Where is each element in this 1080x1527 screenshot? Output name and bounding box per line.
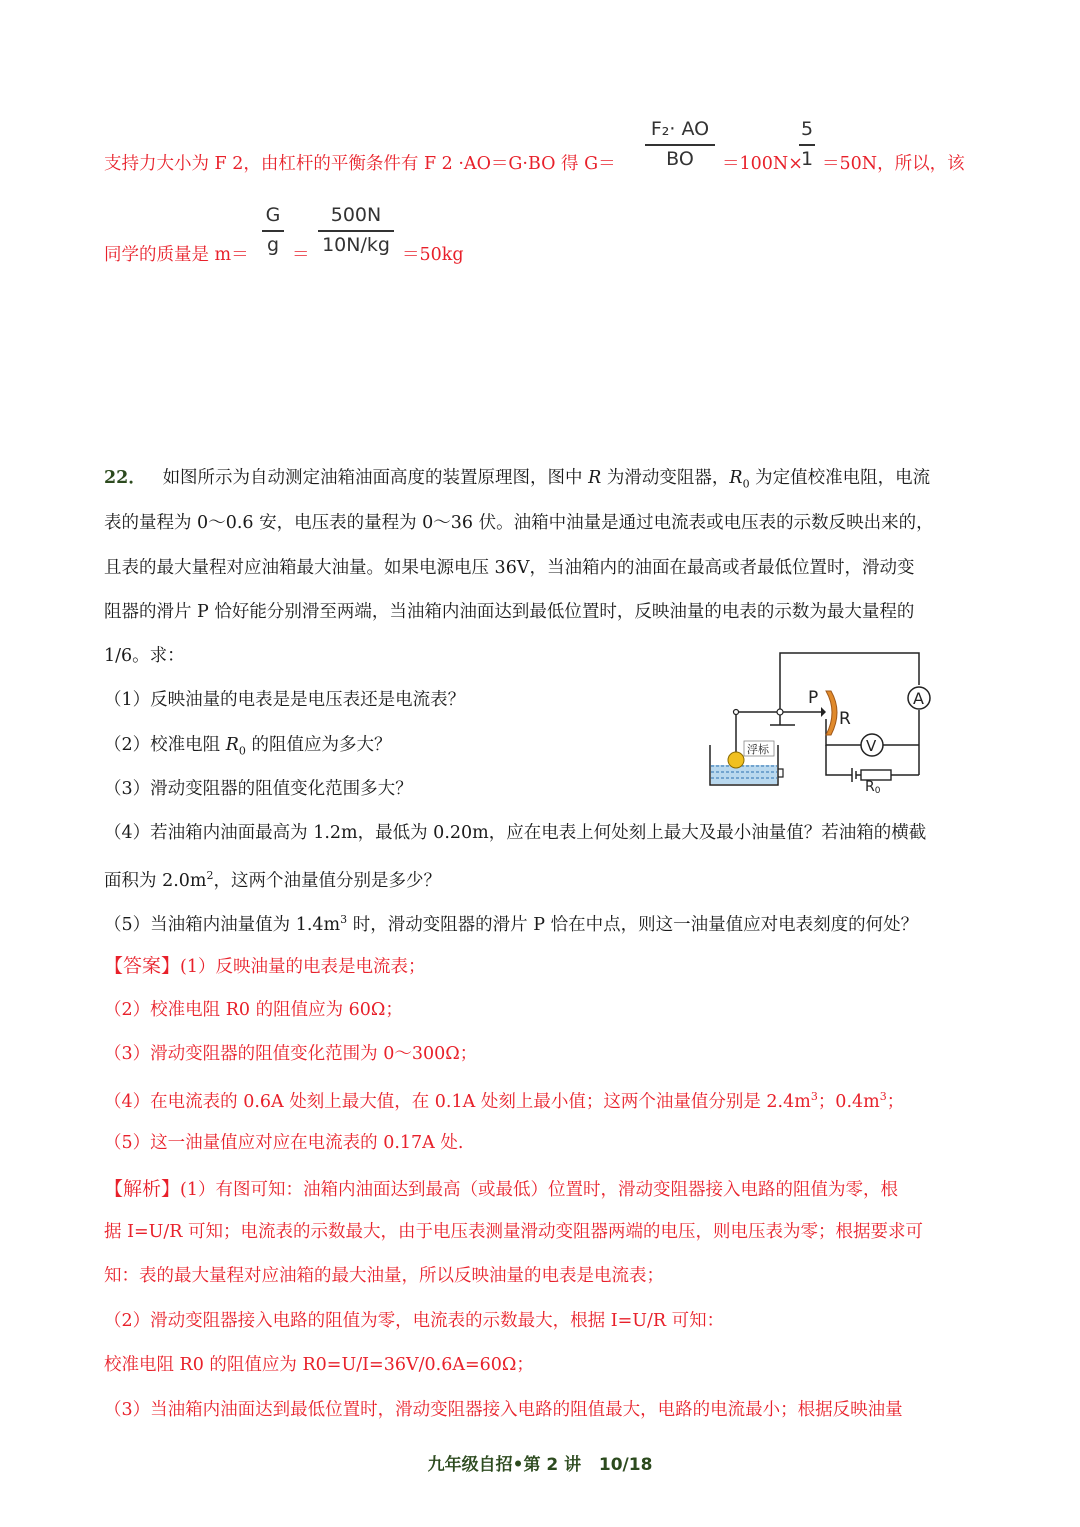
problem-paragraph-line-1 <box>104 470 930 490</box>
solution-line-1-text-b: ＝100N× <box>722 154 803 174</box>
analysis-line-2: 据 I=U/R 可知；电流表的示数最大，由于电压表测量滑动变阻器两端的电压，则电压表为零；根据要求可 <box>104 1222 924 1242</box>
question-text: 的阻值应为多大？ <box>245 735 392 755</box>
circuit-wire <box>826 745 852 775</box>
answer-text: （4）在电流表的 0.6A 处刻上最大值，在 0.1A 处刻上最小值；这两个油量值分别是 2.4m <box>104 1091 811 1112</box>
resistor-r0-label <box>865 779 881 795</box>
superscript: 3 <box>340 913 348 926</box>
circuit-diagram <box>700 645 935 795</box>
answer-line-1 <box>104 957 425 977</box>
problem-paragraph-line-4: 阻器的滑片 P 恰好能分别滑至两端，当油箱内油面达到最低位置时，反映油量的电表的示数为最大量程的 <box>104 602 915 622</box>
fraction-g-over-g <box>262 206 284 255</box>
oil-liquid <box>711 765 777 784</box>
problem-paragraph-line-3: 且表的最大量程对应油箱最大油量。如果电源电压 36V，当油箱内的油面在最高或者最低位置时，滑动变 <box>104 558 915 578</box>
problem-paragraph-line-2: 表的量程为 0～0.6 安，电压表的量程为 0～36 伏。油箱中油量是通过电流表或电压表的示数反映出来的， <box>104 513 934 533</box>
ammeter-label: A <box>913 689 924 708</box>
label-r: R <box>839 709 851 729</box>
label-p: P <box>808 688 819 708</box>
fraction-denominator: g <box>266 234 280 256</box>
answer-line-5: （5）这一油量值应对应在电流表的 0.17A 处. <box>104 1133 464 1153</box>
float-ball <box>728 752 744 768</box>
answer-text: (1）反映油量的电表是电流表； <box>180 957 426 977</box>
question-4-line-1: （4）若油箱内油面最高为 1.2m，最低为 0.20m，应在电表上何处刻上最大及最小油量值？若油箱的横截 <box>104 823 927 843</box>
question-5 <box>104 914 918 934</box>
fraction-numerator: G <box>265 204 281 226</box>
question-1: （1）反映油量的电表是是电压表还是电流表？ <box>104 690 466 710</box>
question-4-line-2 <box>104 870 441 890</box>
problem-text: 为定值校准电阻，电流 <box>749 468 931 488</box>
analysis-tag: 【解析】 <box>104 1178 181 1200</box>
problem-number: 22． <box>104 468 146 488</box>
fraction-500n-over-10nkg <box>318 206 394 255</box>
question-text: （5）当油箱内油量值为 1.4m <box>104 914 341 935</box>
superscript: 3 <box>879 1090 887 1103</box>
float-label: 浮标 <box>747 743 769 756</box>
circuit-wire <box>780 653 919 712</box>
symbol-r0: R <box>225 735 239 755</box>
question-text: （2）校准电阻 <box>104 735 226 755</box>
lever-end-pin <box>734 710 739 715</box>
voltmeter-label: V <box>866 737 877 755</box>
answer-line-4 <box>104 1091 904 1111</box>
lever-pin <box>777 709 783 715</box>
superscript: 2 <box>206 869 214 882</box>
symbol-r: R <box>588 468 602 488</box>
answer-text: ；0.4m <box>817 1091 880 1112</box>
analysis-line-3: 知：表的最大量程对应油箱的最大油量，所以反映油量的电表是电流表； <box>104 1266 664 1286</box>
answer-line-2: （2）校准电阻 R0 的阻值应为 60Ω； <box>104 1000 403 1020</box>
solution-line-2-text-b: ＝ <box>292 245 310 265</box>
fraction-denominator: 10N/kg <box>322 234 390 256</box>
fraction-numerator: F₂· AO <box>650 118 710 140</box>
subscript: 0 <box>742 477 750 491</box>
answer-tag: 【答案】 <box>104 955 181 977</box>
question-3: （3）滑动变阻器的阻值变化范围多大？ <box>104 779 413 799</box>
slider-p-arrow <box>821 707 826 717</box>
question-text: 时，滑动变阻器的滑片 P 恰在中点，则这一油量值应对电表刻度的何处？ <box>347 914 919 935</box>
solution-line-1-text-c: ＝50N，所以，该 <box>822 154 965 174</box>
fraction-f2ao-over-bo <box>645 120 715 169</box>
question-2 <box>104 737 391 757</box>
fraction-bar <box>799 144 815 146</box>
solution-line-1-text-a: 支持力大小为 F 2，由杠杆的平衡条件有 F 2 ·AO＝G·BO 得 G＝ <box>104 154 616 174</box>
fraction-5-over-1 <box>799 120 815 169</box>
question-text: 面积为 2.0m <box>104 870 207 891</box>
label-subscript: 0 <box>874 786 881 795</box>
analysis-line-5: 校准电阻 R0 的阻值应为 R0=U/I=36V/0.6A=60Ω； <box>104 1355 534 1375</box>
symbol-r0: R <box>729 468 743 488</box>
fraction-numerator: 5 <box>800 118 814 140</box>
superscript: 3 <box>810 1090 818 1103</box>
analysis-line-6: （3）当油箱内油面达到最低位置时，滑动变阻器接入电路的阻值最大，电路的电流最小；根据反映油量 <box>104 1400 903 1420</box>
fraction-denominator: 1 <box>800 148 814 170</box>
answer-line-3: （3）滑动变阻器的阻值变化范围为 0～300Ω； <box>104 1044 478 1064</box>
analysis-line-1 <box>104 1180 898 1200</box>
analysis-line-4: （2）滑动变阻器接入电路的阻值为零，电流表的示数最大，根据 I=U/R 可知： <box>104 1311 725 1331</box>
problem-text: 为滑动变阻器， <box>601 468 730 488</box>
solution-line-2-text-c: ＝50kg <box>402 245 464 265</box>
question-text: ，这两个油量值分别是多少？ <box>213 870 441 891</box>
label-r: R <box>865 779 875 795</box>
solution-line-2-text-a: 同学的质量是 m＝ <box>104 245 249 265</box>
problem-paragraph-line-5: 1/6。求： <box>104 646 185 666</box>
fraction-denominator: BO <box>666 148 694 170</box>
problem-text: 如图所示为自动测定油箱油面高度的装置原理图，图中 <box>162 468 589 488</box>
subscript: 0 <box>238 744 246 758</box>
page-number: 10/18 <box>598 1455 653 1475</box>
rheostat-r <box>826 691 837 735</box>
fraction-bar <box>318 230 394 232</box>
answer-text: ； <box>886 1091 905 1112</box>
analysis-text: (1）有图可知：油箱内油面达到最高（或最低）位置时，滑动变阻器接入电路的阻值为零，根 <box>180 1180 898 1200</box>
fraction-bar <box>645 144 715 146</box>
fraction-bar <box>262 230 284 232</box>
footer-title: 九年级自招•第 2 讲 <box>427 1455 582 1475</box>
fraction-numerator: 500N <box>330 204 382 226</box>
page-footer <box>0 1450 1080 1475</box>
